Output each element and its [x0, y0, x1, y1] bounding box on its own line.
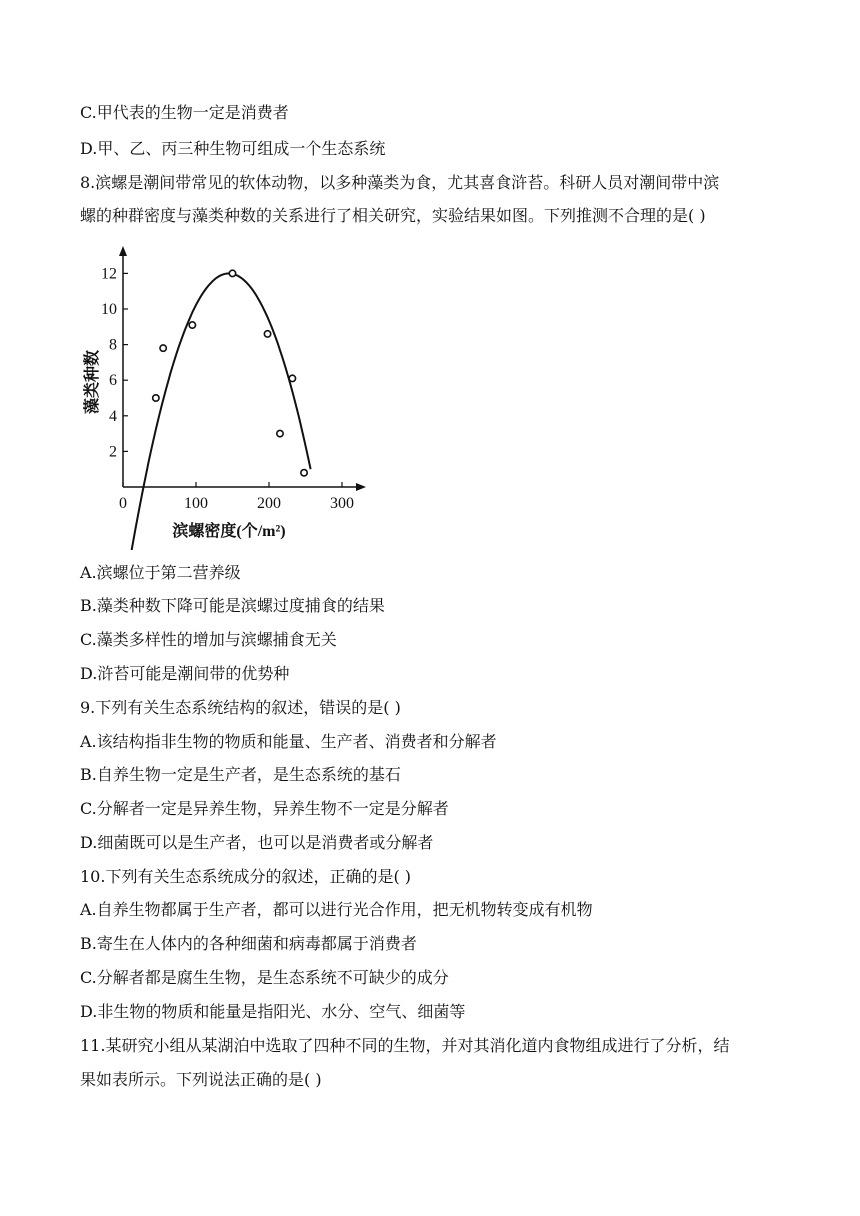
x-tick-label: 0 — [119, 495, 127, 512]
data-point — [229, 270, 235, 276]
q7-option-c: C.甲代表的生物一定是消费者 — [80, 103, 289, 122]
fit-curve — [127, 273, 311, 550]
y-tick-label: 6 — [109, 372, 117, 390]
density-vs-algae-chart — [78, 240, 378, 550]
y-axis-label: 藻类种数 — [84, 349, 101, 415]
data-point — [277, 430, 283, 436]
chart-ticks — [101, 265, 354, 512]
q9-option-b: B.自养生物一定是生产者，是生态系统的基石 — [80, 765, 401, 784]
q10-option-a: A.自养生物都属于生产者，都可以进行光合作用，把无机物转变成有机物 — [80, 900, 593, 919]
x-tick-label: 300 — [330, 495, 354, 512]
q8-option-d: D.浒苔可能是潮间带的优势种 — [80, 664, 290, 683]
y-tick-label: 12 — [101, 265, 117, 283]
q11-stem-line-1: 11.某研究小组从某湖泊中选取了四种不同的生物，并对其消化道内食物组成进行了分析，结 — [80, 1036, 730, 1055]
q9-option-c: C.分解者一定是异养生物，异养生物不一定是分解者 — [80, 799, 449, 818]
chart-axes — [119, 246, 366, 491]
q9-option-d: D.细菌既可以是生产者，也可以是消费者或分解者 — [80, 833, 434, 852]
data-point — [153, 395, 159, 401]
y-tick-label: 4 — [109, 407, 117, 425]
q8-option-a: A.滨螺位于第二营养级 — [80, 563, 241, 582]
q7-option-d: D.甲、乙、丙三种生物可组成一个生态系统 — [80, 139, 386, 158]
x-axis-label: 滨螺密度(个/m²) — [172, 523, 286, 540]
x-tick-label: 200 — [257, 495, 281, 512]
data-point — [301, 470, 307, 476]
y-tick-label: 2 — [109, 443, 117, 461]
q10-stem: 10.下列有关生态系统成分的叙述，正确的是( ) — [80, 867, 412, 886]
q9-option-a: A.该结构指非生物的物质和能量、生产者、消费者和分解者 — [80, 732, 497, 751]
q9-stem: 9.下列有关生态系统结构的叙述，错误的是( ) — [80, 698, 401, 717]
q8-stem-line-2: 螺的种群密度与藻类种数的关系进行了相关研究，实验结果如图。下列推测不合理的是( ) — [80, 206, 706, 225]
data-point — [264, 331, 270, 337]
x-tick-label: 100 — [184, 495, 208, 512]
y-tick-label: 10 — [101, 301, 117, 318]
q11-stem-line-2: 果如表所示。下列说法正确的是( ) — [80, 1070, 322, 1089]
x-axis-arrow — [356, 483, 366, 491]
q10-option-b: B.寄生在人体内的各种细菌和病毒都属于消费者 — [80, 934, 417, 953]
y-tick-label: 8 — [109, 336, 117, 354]
q10-option-d: D.非生物的物质和能量是指阳光、水分、空气、细菌等 — [80, 1002, 466, 1021]
data-point — [289, 375, 295, 381]
data-point — [189, 322, 195, 328]
q10-option-c: C.分解者都是腐生生物，是生态系统不可缺少的成分 — [80, 968, 449, 987]
y-axis-arrow — [119, 246, 127, 256]
q8-option-b: B.藻类种数下降可能是滨螺过度捕食的结果 — [80, 596, 385, 615]
q8-stem-line-1: 8.滨螺是潮间带常见的软体动物，以多种藻类为食，尤其喜食浒苔。科研人员对潮间带中滨 — [80, 173, 720, 192]
data-point — [160, 345, 166, 351]
data-points — [153, 270, 308, 476]
q8-option-c: C.藻类多样性的增加与滨螺捕食无关 — [80, 630, 337, 649]
